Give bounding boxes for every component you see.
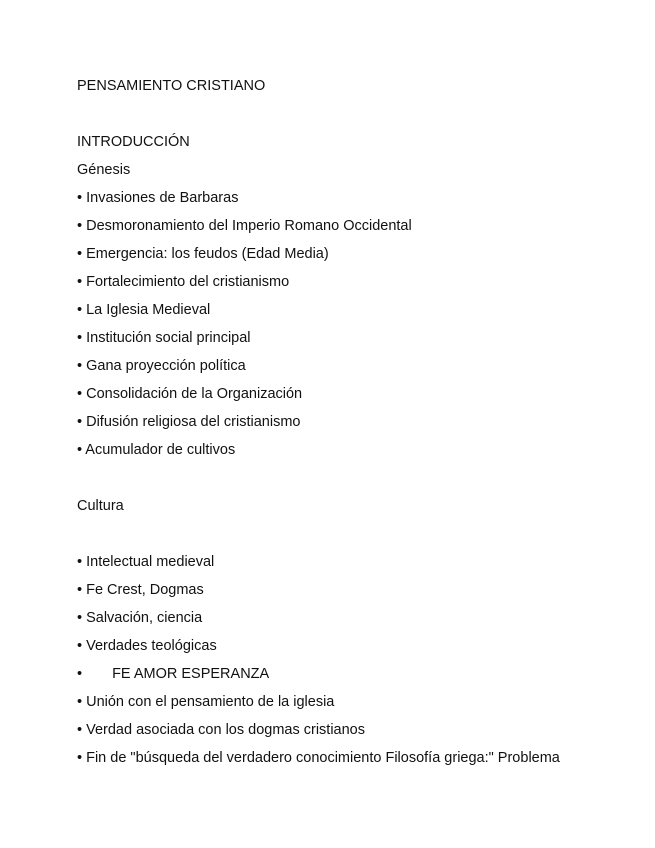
list-item: • Gana proyección política — [77, 358, 246, 374]
list-item: • Fortalecimiento del cristianismo — [77, 274, 290, 290]
subsection-heading-genesis: Génesis — [77, 162, 131, 178]
list-item: • Consolidación de la Organización — [77, 386, 303, 402]
list-item: • Intelectual medieval — [77, 554, 215, 570]
list-item: • Verdad asociada con los dogmas cristianos — [77, 722, 365, 738]
list-item: • Desmoronamiento del Imperio Romano Occidental — [77, 218, 412, 234]
list-item: • Fin de "búsqueda del verdadero conocimiento Filosofía griega:" Problema — [77, 750, 560, 766]
list-item: • Fe Crest, Dogmas — [77, 582, 204, 598]
list-item: • Emergencia: los feudos (Edad Media) — [77, 246, 329, 262]
list-item: • Unión con el pensamiento de la iglesia — [77, 694, 335, 710]
list-item-virtues — [77, 665, 269, 683]
bullet: • — [77, 666, 83, 682]
virtues-text: FE AMOR ESPERANZA — [112, 666, 270, 682]
document-title: PENSAMIENTO CRISTIANO — [77, 78, 266, 94]
section-heading-introduccion: INTRODUCCIÓN — [77, 134, 190, 150]
subsection-heading-cultura: Cultura — [77, 498, 124, 514]
list-item: • Acumulador de cultivos — [77, 442, 236, 458]
list-item: • Verdades teológicas — [77, 638, 217, 654]
list-item: • Salvación, ciencia — [77, 610, 203, 626]
list-item: • Institución social principal — [77, 330, 251, 346]
list-item: • Difusión religiosa del cristianismo — [77, 414, 301, 430]
list-item: • La Iglesia Medieval — [77, 302, 211, 318]
list-item: • Invasiones de Barbaras — [77, 190, 239, 206]
